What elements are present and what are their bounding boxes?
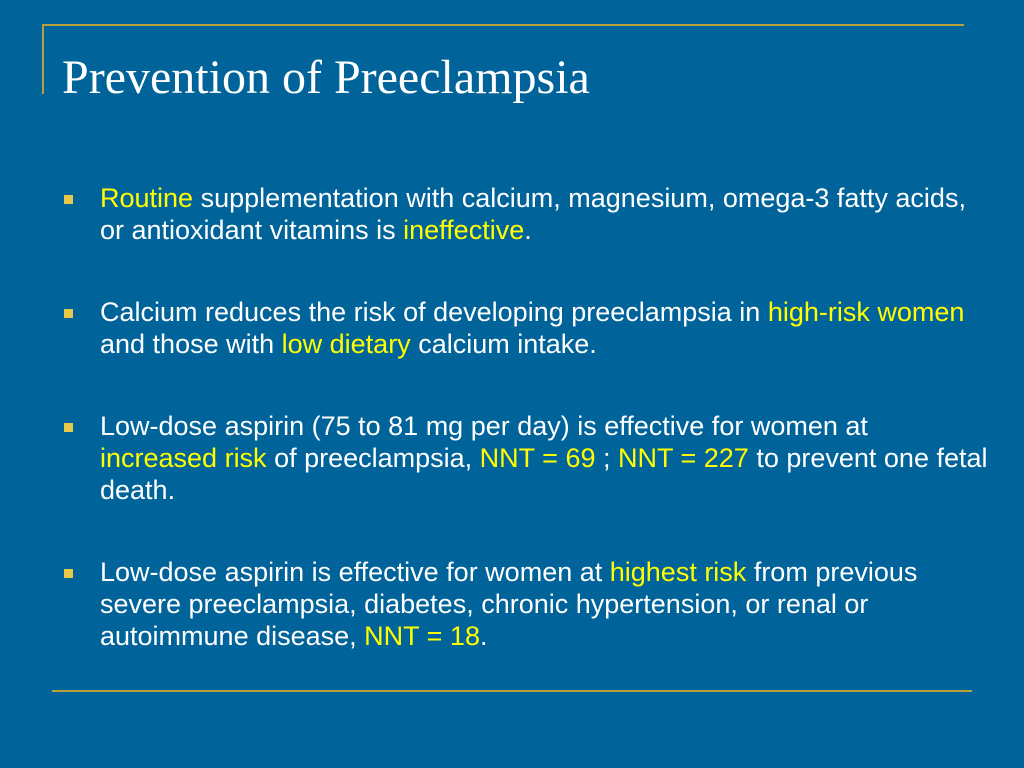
bullet-item [62,182,992,246]
square-bullet-icon [64,569,73,578]
square-bullet-icon [64,423,73,432]
bullet-item [62,410,992,506]
bullet-text-segment: Low-dose aspirin is effective for women at [100,557,610,587]
bullet-text-segment: . [524,215,532,245]
bullet-text [100,183,966,245]
bullet-text-segment: NNT = 227 [618,443,749,473]
square-bullet-icon [64,309,73,318]
bullet-text-segment: highest risk [609,557,747,587]
bullet-text-segment: Routine [100,183,194,213]
bullet-text-segment: increased risk [100,443,267,473]
bullet-text-segment: from previous severe preeclampsia, diabetes, chronic hypertension, or renal or autoimmune disease, [100,557,918,651]
slide-title: Prevention of Preeclampsia [62,51,590,104]
bullet-item [62,556,992,652]
bullet-text-segment: . [479,621,488,651]
slide-frame-bottom-line [52,690,972,692]
bullet-text-segment: NNT = 69 [479,443,596,473]
bullet-text-segment: calcium intake. [410,329,597,359]
bullet-text [100,297,964,359]
bullet-text-segment: to prevent one fetal death. [100,443,988,505]
bullet-text-segment: Low-dose aspirin (75 to 81 mg per day) is effective for women at [100,411,868,441]
bullet-text-segment: Calcium reduces the risk of developing preeclampsia in [100,297,768,327]
bullet-item [62,296,992,360]
square-bullet-icon [64,195,73,204]
bullet-list [62,182,992,652]
bullet-text [100,557,917,651]
bullet-text-segment: NNT = 18 [364,621,480,651]
bullet-text-segment: and those with [100,329,282,359]
slide-frame-top-line [42,24,964,26]
bullet-text [100,411,988,505]
bullet-text-segment: supplementation with calcium, magnesium, omega-3 fatty acids, or antioxidant vitamins is [100,183,966,245]
bullet-text-segment: of preeclampsia, [266,443,480,473]
slide-frame-left-line [42,24,44,94]
bullet-text-segment: low dietary [281,329,411,359]
bullet-text-segment: ineffective [403,215,525,245]
bullet-text-segment: high-risk women [767,297,965,327]
bullet-text-segment: ; [595,443,618,473]
